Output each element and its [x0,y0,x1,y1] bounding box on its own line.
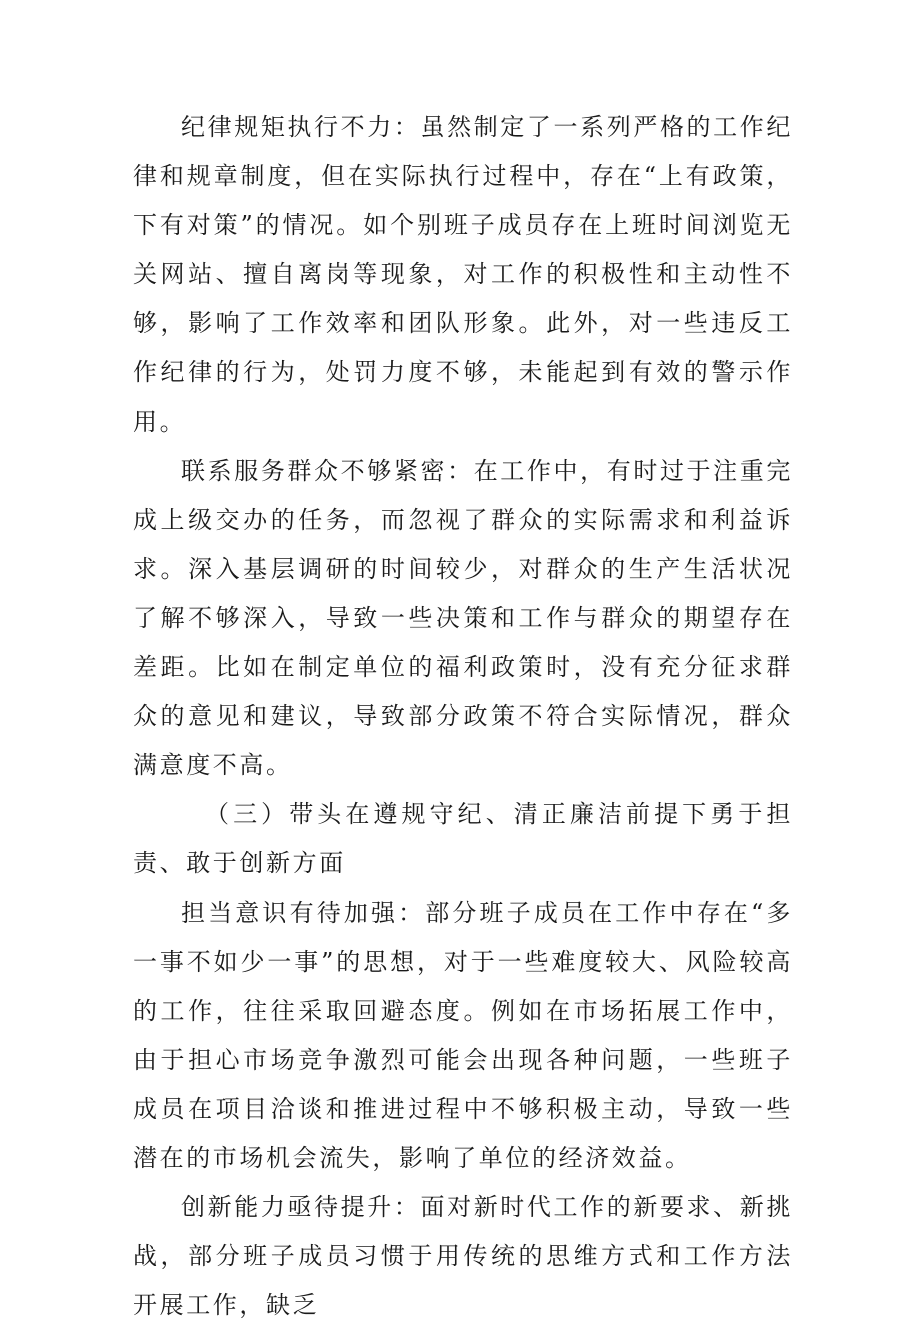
paragraph-innovation: 创新能力亟待提升：面对新时代工作的新要求、新挑战，部分班子成员习惯于用传统的思维方式和工作方法开展工作，缺乏 [133,1193,793,1320]
paragraph-serving-masses: 联系服务群众不够紧密：在工作中，有时过于注重完成上级交办的任务，而忽视了群众的实际需求和利益诉求。深入基层调研的时间较少，对群众的生产生活状况了解不够深入，导致一些决策和工作与群众的期望存在差距。比如在制定单位的福利政策时，没有充分征求群众的意见和建议，导致部分政策不符合实际情况，群众满意度不高。 [133,456,793,780]
section-heading-three: （三）带头在遵规守纪、清正廉洁前提下勇于担责、敢于创新方面 [133,800,793,878]
paragraph-discipline: 纪律规矩执行不力：虽然制定了一系列严格的工作纪律和规章制度，但在实际执行过程中，存在“上有政策，下有对策”的情况。如个别班子成员存在上班时间浏览无关网站、擅自离岗等现象，对工作的积极性和主动性不够，影响了工作效率和团队形象。此外，对一些违反工作纪律的行为，处罚力度不够，未能起到有效的警示作用。 [133,113,793,436]
document-body [133,103,793,1330]
paragraph-responsibility: 担当意识有待加强：部分班子成员在工作中存在“多一事不如少一事”的思想，对于一些难度较大、风险较高的工作，往往采取回避态度。例如在市场拓展工作中，由于担心市场竞争激烈可能会出现各种问题，一些班子成员在项目洽谈和推进过程中不够积极主动，导致一些潜在的市场机会流失，影响了单位的经济效益。 [133,898,793,1172]
